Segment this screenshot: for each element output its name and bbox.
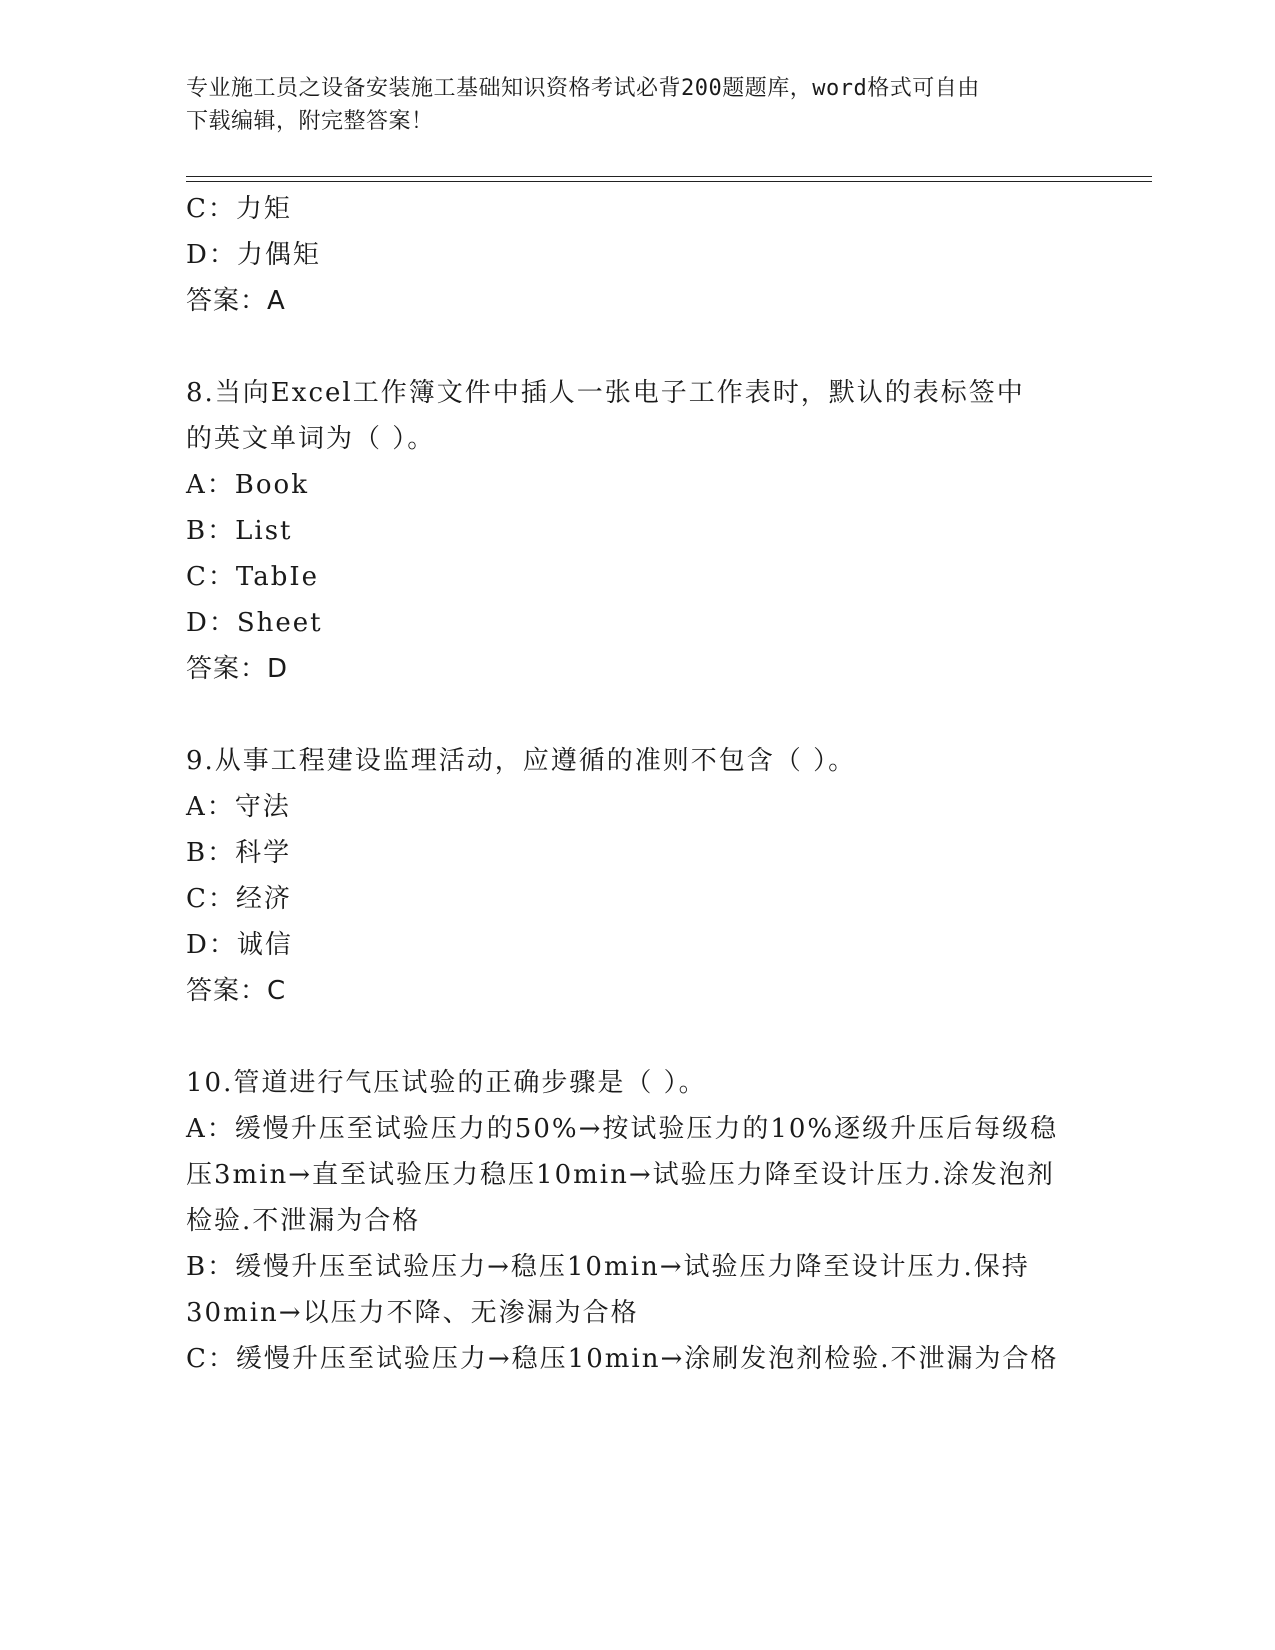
- spacer: [186, 692, 1086, 738]
- q10-stem: 10.管道进行气压试验的正确步骤是（ ）。: [186, 1068, 707, 1098]
- header-divider-bottom: [186, 181, 1152, 182]
- q10-option-a-line-3: 检验.不泄漏为合格: [186, 1206, 421, 1236]
- header-line-2: 下载编辑，附完整答案！: [186, 109, 434, 134]
- q10-option-b-line-1: B：缓慢升压至试验压力→稳压10min→试验压力降至设计压力.保持: [186, 1252, 1030, 1282]
- question-10: [186, 1060, 1086, 1382]
- q8-option-d: D：Sheet: [186, 608, 323, 638]
- spacer: [186, 1014, 1086, 1060]
- header-divider-top: [186, 176, 1152, 177]
- q8-answer: 答案：D: [186, 654, 289, 684]
- q8-stem-line-1: 8.当向Excel工作簿文件中插人一张电子工作表时，默认的表标签中: [186, 378, 1025, 408]
- q8-stem-line-2: 的英文单词为（ ）。: [186, 424, 436, 454]
- q7-option-d: D：力偶矩: [186, 240, 321, 270]
- q7-answer: 答案：A: [186, 286, 286, 316]
- q10-option-a-line-1: A：缓慢升压至试验压力的50%→按试验压力的10%逐级升压后每级稳: [186, 1114, 1059, 1144]
- q9-option-b: B：科学: [186, 838, 292, 868]
- q9-answer: 答案：C: [186, 976, 287, 1006]
- q7-option-c: C：力矩: [186, 194, 292, 224]
- q10-option-b-line-2: 30min→以压力不降、无渗漏为合格: [186, 1298, 639, 1328]
- q10-option-c: C：缓慢升压至试验压力→稳压10min→涂刷发泡剂检验.不泄漏为合格: [186, 1344, 1059, 1374]
- q9-option-a: A：守法: [186, 792, 291, 822]
- document-body: [186, 186, 1086, 1382]
- question-8: [186, 370, 1086, 692]
- spacer: [186, 324, 1086, 370]
- q9-option-d: D：诚信: [186, 930, 293, 960]
- document-header: [186, 72, 1066, 138]
- q8-option-c: C：TabIe: [186, 562, 320, 592]
- header-line-1: 专业施工员之设备安装施工基础知识资格考试必背200题题库，word格式可自由: [186, 76, 980, 101]
- q8-option-a: A：Book: [186, 470, 309, 500]
- q9-option-c: C：经济: [186, 884, 292, 914]
- q8-option-b: B：List: [186, 516, 293, 546]
- q9-stem: 9.从事工程建设监理活动，应遵循的准则不包含（ ）。: [186, 746, 857, 776]
- question-7-tail: [186, 186, 1086, 324]
- question-9: [186, 738, 1086, 1014]
- q10-option-a-line-2: 压3min→直至试验压力稳压10min→试验压力降至设计压力.涂发泡剂: [186, 1160, 1055, 1190]
